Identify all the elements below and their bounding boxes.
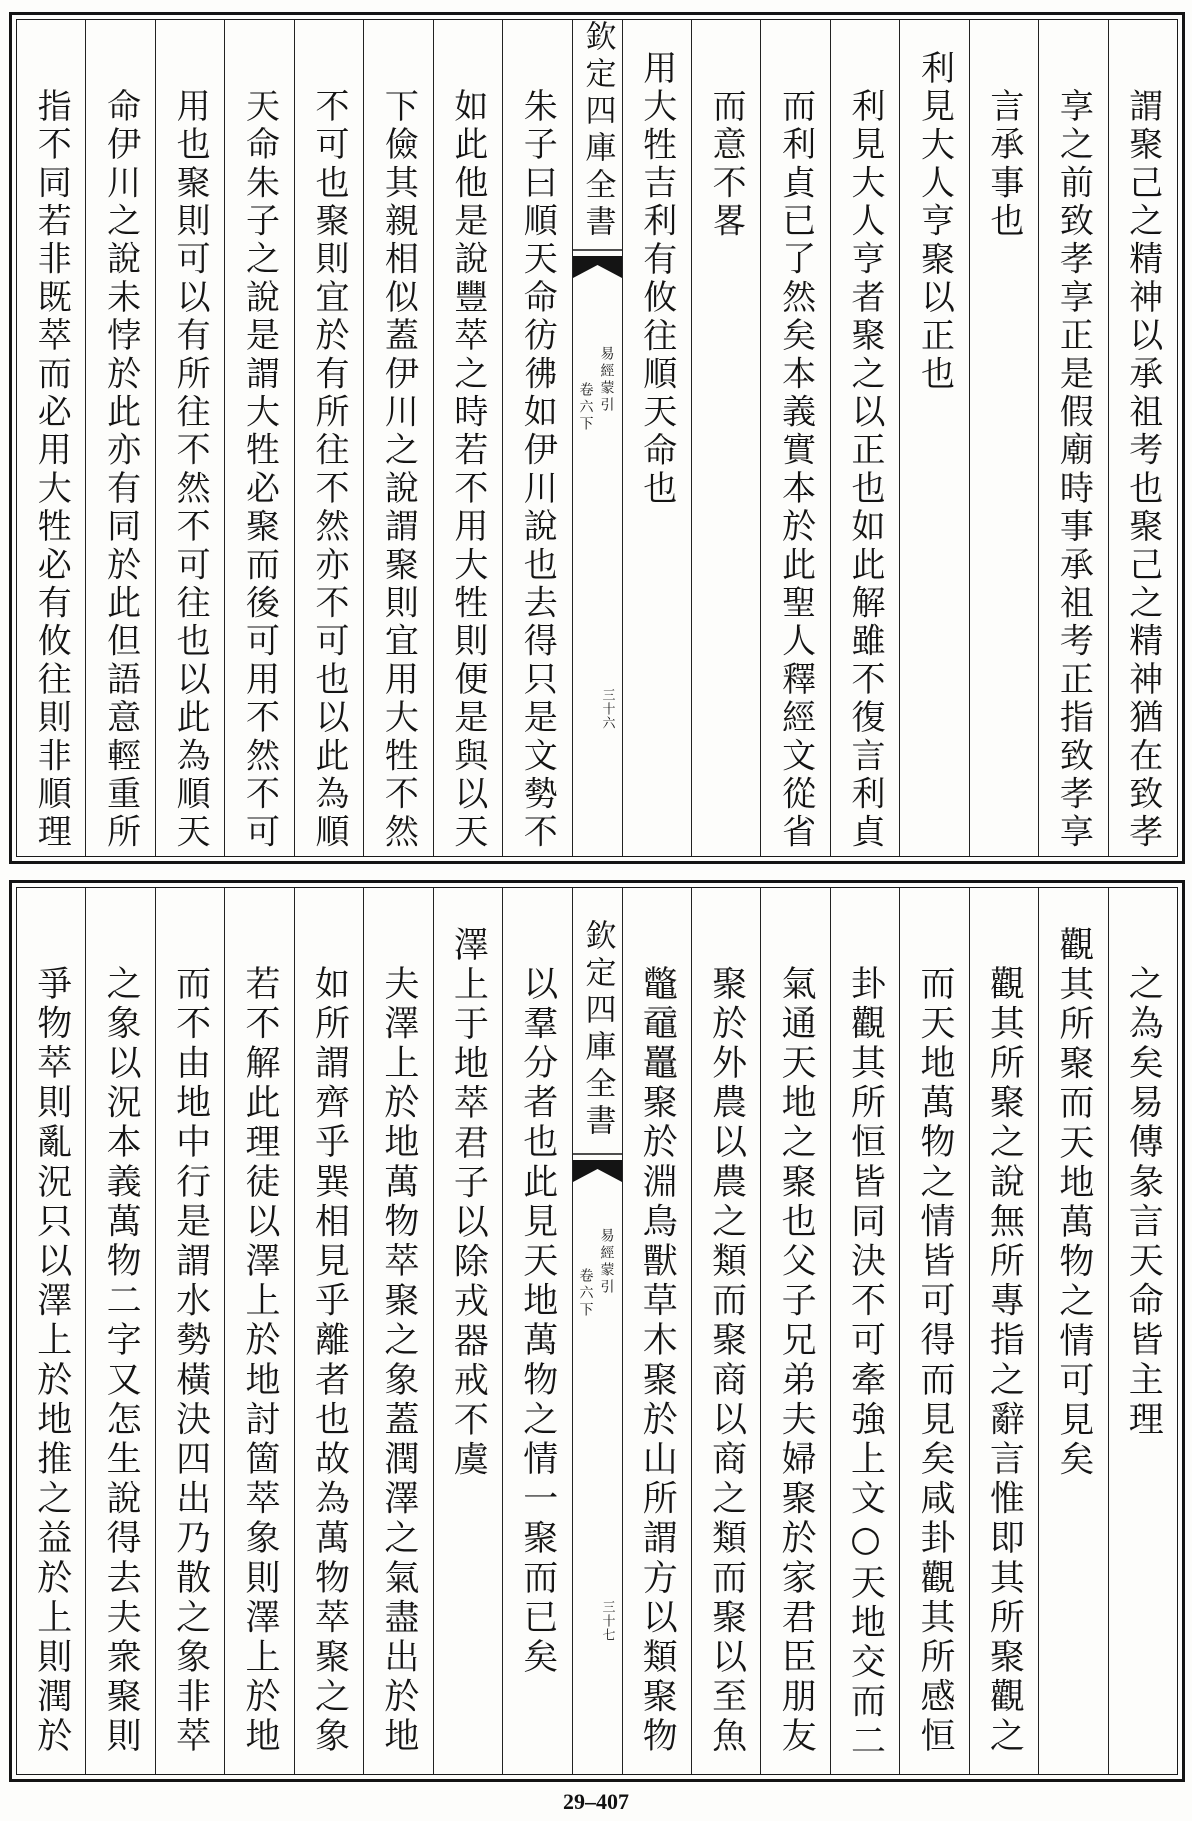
commentary-text: 利見大人亨者聚之以正也如此解雖不復言利貞: [845, 88, 886, 852]
center-margin: [572, 888, 622, 1774]
commentary-text: 氣通天地之聚也父子兄弟夫婦聚於家君臣朋友: [776, 965, 817, 1757]
text-column: [294, 888, 363, 1774]
classic-heading-text: 觀其所聚而天地萬物之情可見矣: [1053, 926, 1094, 1481]
commentary-text: 享之前致孝享正是假廟時事承祖考正指致孝享: [1053, 88, 1094, 852]
fish-tail-mark-icon: [573, 1152, 622, 1184]
leaf-frame: [16, 19, 1178, 857]
commentary-text: 卦觀其所恒皆同決不可牽強上文○天地交而二: [845, 965, 886, 1762]
book-title: 易經蒙引: [598, 346, 615, 414]
classic-heading-text: 澤上于地萃君子以除戎器戒不虞: [448, 926, 489, 1481]
commentary-text: 天命朱子之說是謂大牲必聚而後可用不然不可: [239, 88, 280, 852]
text-column: [760, 888, 829, 1774]
commentary-text: 以羣分者也此見天地萬物之情一聚而已矣: [517, 965, 558, 1678]
commentary-text: 觀其所聚之說無所專指之辭言惟即其所聚觀之: [984, 965, 1025, 1757]
text-column: [363, 888, 432, 1774]
commentary-text: 之為矣易傳彖言天命皆主理: [1123, 965, 1164, 1441]
text-column: [691, 20, 760, 856]
commentary-text: 而意不畧: [706, 88, 747, 241]
page-number: 29–407: [563, 1789, 629, 1814]
commentary-text: 朱子曰順天命彷彿如伊川說也去得只是文勢不: [517, 88, 558, 852]
commentary-text: 下儉其親相似蓋伊川之說謂聚則宜用大牲不然: [378, 88, 419, 852]
text-column: [17, 20, 85, 856]
commentary-text: 夫澤上於地萬物萃聚之象蓋潤澤之氣盡出於地: [378, 965, 419, 1757]
volume-label: 卷六下: [577, 382, 594, 433]
lower-half-leaf: [9, 880, 1185, 1782]
text-column: [691, 888, 760, 1774]
text-column: [85, 888, 154, 1774]
folio-number: 三十七: [599, 1600, 615, 1642]
text-column: [224, 888, 293, 1774]
text-column: [433, 20, 502, 856]
text-column: [830, 888, 899, 1774]
leaf-frame: [16, 887, 1178, 1775]
commentary-text: 聚於外農以農之類而聚商以商之類而聚以至魚: [706, 965, 747, 1757]
margin-title: 欽定四庫全書: [579, 919, 616, 1141]
text-column: [969, 888, 1038, 1774]
text-column: [502, 888, 571, 1774]
text-column: [17, 888, 85, 1774]
margin-title: 欽定四庫全書: [579, 20, 616, 242]
text-column: [1038, 888, 1107, 1774]
text-column: [1038, 20, 1107, 856]
commentary-text: 若不解此理徒以澤上於地討箇萃象則澤上於地: [240, 965, 281, 1757]
center-margin: [572, 20, 622, 856]
classic-heading-text: 用大牲吉利有攸往順天命也: [636, 50, 677, 509]
text-column: [969, 20, 1038, 856]
text-column: [433, 888, 502, 1774]
text-column: [1108, 20, 1177, 856]
commentary-text: 用也聚則可以有所往不然不可往也以此為順天: [170, 88, 211, 852]
commentary-text: 如所謂齊乎巽相見乎離者也故為萬物萃聚之象: [309, 965, 350, 1757]
commentary-text: 指不同若非既萃而必用大牲必有攸往則非順理: [31, 88, 72, 852]
commentary-text: 不可也聚則宜於有所往不然亦不可也以此為順: [308, 88, 349, 852]
text-column: [502, 20, 571, 856]
commentary-text: 謂聚己之精神以承祖考也聚己之精神猶在致孝: [1122, 88, 1163, 852]
folio-number: 三十六: [599, 688, 615, 730]
text-column: [830, 20, 899, 856]
text-column: [899, 888, 968, 1774]
commentary-text: 而利貞已了然矣本義實本於此聖人釋經文從省: [775, 88, 816, 852]
book-title: 易經蒙引: [598, 1228, 615, 1296]
text-column: [155, 20, 224, 856]
text-column: [760, 20, 829, 856]
commentary-text: 如此他是說豐萃之時若不用大牲則便是與以天: [447, 88, 488, 852]
commentary-text: 鼈黿鼉聚於淵鳥獸草木聚於山所謂方以類聚物: [637, 965, 678, 1757]
text-column: [1108, 888, 1177, 1774]
classic-heading-text: 利見大人亨聚以正也: [914, 50, 955, 394]
commentary-text: 而不由地中行是謂水勢橫決四出乃散之象非萃: [170, 965, 211, 1757]
text-column: [85, 20, 154, 856]
text-column: [224, 20, 293, 856]
commentary-text: 而天地萬物之情皆可得而見矣咸卦觀其所感恒: [914, 965, 955, 1757]
upper-half-leaf: [9, 12, 1185, 864]
commentary-text: 言承事也: [983, 88, 1024, 241]
fish-tail-mark-icon: [573, 248, 622, 280]
commentary-text: 命伊川之說未悖於此亦有同於此但語意輕重所: [100, 88, 141, 852]
commentary-text: 爭物萃則亂況只以澤上於地推之益於上則潤於: [31, 965, 72, 1757]
commentary-text: 之象以況本義萬物二字又怎生說得去夫衆聚則: [101, 965, 142, 1757]
text-column: [294, 20, 363, 856]
text-column: [622, 888, 691, 1774]
volume-label: 卷六下: [577, 1268, 594, 1319]
text-column: [155, 888, 224, 1774]
text-column: [363, 20, 432, 856]
text-column: [622, 20, 691, 856]
text-column: [899, 20, 968, 856]
